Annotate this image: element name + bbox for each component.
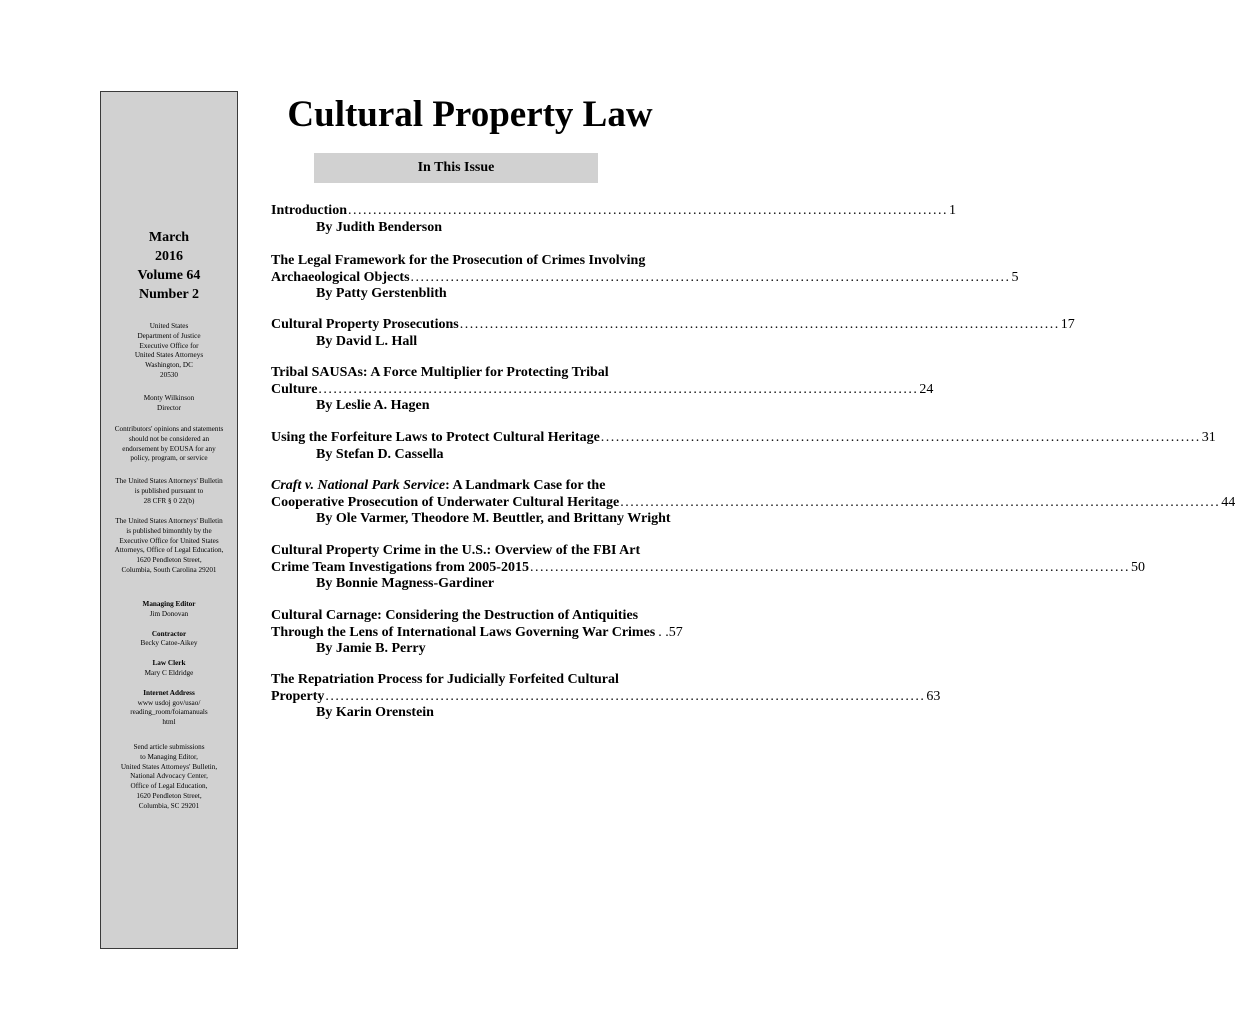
page-number: 1	[948, 203, 956, 218]
dot-leader: ........................................................................................................................	[459, 317, 1060, 332]
issue-info	[101, 228, 237, 304]
toc-author: By Patty Gerstenblith	[316, 286, 447, 301]
toc-author: By David L. Hall	[316, 333, 418, 349]
toc-author: By Stefan D. Cassella	[316, 446, 444, 462]
disclaimer: Contributors' opinions and statements should not be considered an endorsement by EOUSA for any policy, program, or service	[114, 425, 224, 463]
staff-credits	[101, 600, 237, 728]
managing-editor: Jim Donovan	[149, 609, 189, 618]
dot-leader: ........................................................................................................................	[600, 430, 1201, 445]
toc-entry-forfeiture-laws[interactable]: Using the Forfeiture Laws to Protect Cultural Heritage ........................................................................................................................ 31 By Stefan D. Cassella	[271, 430, 1216, 462]
sidebar-panel	[100, 91, 238, 949]
dot-leader: ........................................................................................................................	[318, 381, 919, 397]
managing-editor-label: Managing Editor	[142, 600, 196, 608]
director-info: Monty Wilkinson Director	[143, 394, 195, 412]
page-number: 5	[1011, 269, 1019, 285]
publisher-info: The United States Attorneys' Bulletin is published bimonthly by the Executive Office for United States Attorneys, Office of Legal Education, 1620 Pendleton Street, Columbia, South Carolina 29201	[114, 517, 224, 574]
toc-entry-cultural-carnage[interactable]: Cultural Carnage: Considering the Destruction of Antiquities Through the Lens of International Laws Governing War Crimes . .57 By Jamie B. Perry	[271, 608, 683, 656]
issue-year: 2016	[155, 249, 183, 264]
internet-address-1: www usdoj gov/usao/	[137, 698, 201, 707]
dot-leader: ........................................................................................................................	[529, 559, 1130, 575]
internet-label: Internet Address	[143, 688, 195, 697]
contractor: Becky Catoe-Aikey	[140, 639, 198, 648]
page-number: . .57	[658, 624, 683, 640]
dot-leader: ........................................................................................................................	[347, 203, 948, 218]
in-this-issue-banner: In This Issue	[314, 153, 598, 183]
office-address: United States Department of Justice Executive Office for United States Attorneys Washington, DC 20530	[134, 322, 204, 379]
page-number: 31	[1201, 430, 1216, 445]
toc-author: By Jamie B. Perry	[316, 641, 426, 656]
publication-authority: The United States Attorneys' Bulletin is published pursuant to 28 CFR § 0 22(b)	[115, 477, 223, 505]
internet-address-2: reading_room/foiamanuals	[130, 708, 208, 717]
page-number: 24	[919, 381, 934, 397]
page-number: 63	[926, 688, 941, 704]
toc-entry-tribal-sausas[interactable]: Tribal SAUSAs: A Force Multiplier for Protecting Tribal Culture ........................................................................................................................ 24 By Leslie A. Hagen	[271, 365, 934, 413]
submission-info: Send article submissions to Managing Editor, United States Attorneys' Bulletin, National Advocacy Center, Office of Legal Education, 1620 Pendleton Street, Columbia, SC 29201	[120, 743, 218, 810]
issue-number: Number 2	[138, 287, 200, 302]
law-clerk-label: Law Clerk	[152, 659, 186, 668]
toc-entry-fbi-art-crime[interactable]: Cultural Property Crime in the U.S.: Overview of the FBI Art Crime Team Investigations from 2005-2015 ........................................................................................................................ 50 By Bonnie Magness-Gardiner	[271, 543, 1145, 591]
toc-entry-repatriation[interactable]: The Repatriation Process for Judicially Forfeited Cultural Property ........................................................................................................................ 63 By Karin Orenstein	[271, 672, 941, 720]
toc-entry-introduction[interactable]: Introduction ........................................................................................................................ 1 By Judith Benderson	[271, 203, 956, 235]
contractor-label: Contractor	[151, 629, 187, 638]
law-clerk: Mary C Eldridge	[144, 668, 194, 677]
dot-leader: ........................................................................................................................	[620, 494, 1221, 510]
toc-entry-legal-framework[interactable]: The Legal Framework for the Prosecution of Crimes Involving Archaeological Objects ........................................................................................................................ 5 By Patty Gerstenblith	[271, 253, 1019, 301]
toc-entry-craft-v-nps[interactable]: Craft v. National Park Service: A Landmark Case for the Cooperative Prosecution of Underwater Cultural Heritage ........................................................................................................................ 44 By Ole Varmer, Theodore M. Beuttler, and Brittany Wright	[271, 478, 1235, 526]
toc-author: By Bonnie Magness-Gardiner	[316, 576, 495, 591]
toc-author: By Leslie A. Hagen	[316, 398, 430, 413]
case-name: Craft v. National Park Service	[271, 478, 446, 493]
issue-month: March	[148, 230, 190, 245]
dot-leader: ........................................................................................................................	[325, 688, 926, 704]
toc-author: By Ole Varmer, Theodore M. Beuttler, and Brittany Wright	[316, 511, 671, 526]
internet-address-3: html	[162, 718, 176, 727]
page-title: Cultural Property Law	[287, 94, 653, 135]
toc-author: By Karin Orenstein	[316, 705, 434, 720]
page-number: 44	[1221, 494, 1235, 510]
page-number: 50	[1130, 559, 1145, 575]
dot-leader: ........................................................................................................................	[410, 269, 1011, 285]
toc-author: By Judith Benderson	[316, 219, 443, 235]
page-number: 17	[1060, 317, 1075, 332]
issue-volume: Volume 64	[137, 268, 201, 283]
toc-entry-cultural-property-prosecutions[interactable]: Cultural Property Prosecutions ........................................................................................................................ 17 By David L. Hall	[271, 317, 1075, 349]
